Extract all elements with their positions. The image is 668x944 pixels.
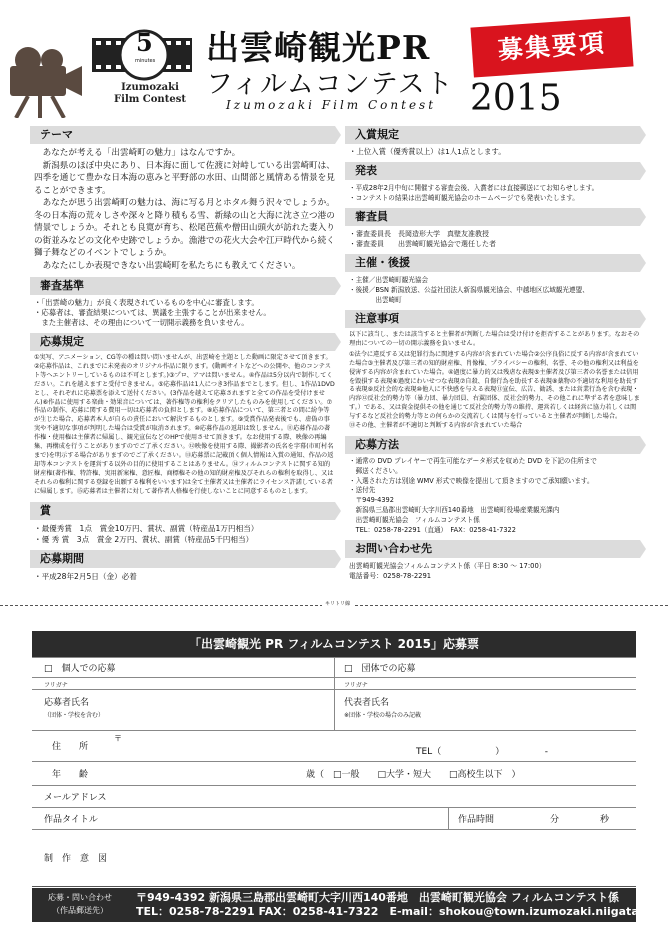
announce-text [345,183,640,203]
form-row-address [32,730,636,731]
organizer-line: 出雲崎町 [349,296,402,304]
prize-line: ・優 秀 賞 3点 賞金 2万円、賞状、副賞（特産品5千円相当） [34,534,254,544]
work-time-field[interactable]: 作品時間 [458,815,495,825]
section-heading-announce: 発表 [345,162,640,180]
judging-text [30,298,335,328]
notes-text [345,331,640,431]
age-field[interactable]: 年 齢 [52,770,89,780]
work-title-field[interactable]: 作品タイトル [44,815,98,825]
judging-line: また主催者は、その理由について一切開示義務を負いません。 [34,318,249,327]
logo-caption-line1: Izumozaki [121,82,179,93]
jury-line: ・審査委員 出雲崎町観光協会で選任した者 [349,240,496,248]
jury-line: ・審査委員長 長岡造形大学 真壁友准教授 [349,230,489,238]
prize-text [30,523,335,545]
section-heading-method: 応募方法 [345,436,640,454]
contact-text [345,561,640,581]
rules-paragraph: ①実写、アニメーション、CG等の種は問い問いませんが、出雲崎を主題とした動画に限定させて頂きます。②応募作品は、これまでに未発表のオリジナル作品に限ります。(動画サイトなどへの公開や、他のコンテスト等へエントリーしているものは不可とします。)③プロ、アマは問いません。④作品は5分以内で制作してください。これを越えますと受付できません。⑤応募作品は1人につき3作品までとします。但し、1作品1DVDとし、それぞれに応募票を添えて送付ください。(3作品を越えて応募されますと全ての作品を受付けません)⑥作品に使用する楽曲・効果音については、著作権等の権利をクリアしたものみを使用してください。⑦作品の制作、応募に関する費用一切は応募者の負担とします。⑧応募作品について、第三者との間に紛争等が生じた場合、応募者本人が自らの責任において解決するものとします。⑨受賞作品発表後でも、虚偽の事実や不適切な事項が判明した場合は受賞が取消されます。⑩応募作品の返却は致しません。⑪応募作品の著作権・使用権は主催者に帰属し、観光宣伝などのHPで使用させて頂きます。なお使用する際、映像の再編集、再構成を行うことがありますのでご了承ください。⑫映像を使用する際、撮影者の氏名を字幕(市町村名まで)を明示する場合がありますのでご了承ください。⑬応募票に記載頂く個人情報は入賞の通知、作品の返却等本コンテストを運営する以外の目的に使用することはありません。⑭フィルムコンテストに関する知的財産権(著作権、特許権、実用新案権、意匠権、商標権その他の知的財産権及びそれらの権利を取得し、又はそれらの権利に関する登録を出願する権利をいいます)は全て主催者又は主催者にライセンス許諾している者に帰属します。⑮応募者は主催者に対して著作者人格権を行使しないことに同意するものとします。 [34,354,335,495]
footer-label-line2: （作品郵送先） [52,906,108,915]
section-heading-contact: お問い合わせ先 [345,540,640,558]
organizer-line: ・後援／BSN 新潟放送、公益社団法人新潟県観光協会、中越地区広域観光連盟、 [349,286,589,294]
contest-logo [8,18,198,118]
right-column [345,126,640,581]
recruitment-badge: 募集要項 [470,16,633,77]
method-line: 〒949-4392 [349,496,394,505]
section-heading-organizer: 主催・後援 [345,254,640,272]
footer-address-line2[interactable]: TEL：0258-78-2291 FAX：0258-41-7322 E-mail：shokou@town.izumozaki.niigata.jp [136,905,655,918]
representative-name-note: ※団体・学校の場合のみ記載 [344,712,422,719]
section-heading-judging: 審査基準 [30,277,335,295]
second-label: 秒 [600,815,610,825]
furigana-label: フリガナ [344,682,368,689]
title-line2: フィルムコンテスト [206,69,454,100]
age-category[interactable]: 歳（ □一般 □大学・短大 □高校生以下 ） [306,770,521,780]
title-line1: 出雲崎観光PR [206,28,431,67]
form-row-age [32,761,636,762]
section-heading-prize: 賞 [30,502,335,520]
method-line: 新潟県三島郡出雲崎町大字川西140番地 出雲崎町役場産業観光課内 [349,505,560,514]
applicant-name-note: （団体・学校を含む） [44,712,105,719]
method-line: ・送付先 [349,486,376,495]
form-row-furigana [32,677,636,678]
logo-sub: minutes [135,58,156,64]
method-line: ・通常の DVD プレイヤーで再生可能なデータ形式を収めた DVD を下記の住所まで [349,456,597,465]
representative-name-field[interactable]: 代表者氏名 [344,698,390,708]
organizer-text [345,275,640,305]
method-line: 郵送ください。 [349,466,402,475]
group-checkbox[interactable]: □ 団体での応募 [344,664,416,674]
rules-text [30,354,335,497]
left-column [30,126,335,582]
contact-line: 出雲崎町観光協会フィルムコンテスト係（平日 8:30 ～ 17:00） [349,562,546,571]
minute-label: 分 [550,815,560,825]
footer-label [38,891,122,917]
section-heading-jury: 審査員 [345,208,640,226]
logo-number: 5 [136,28,153,57]
footer-address-line1: 〒949-4392 新潟県三島郡出雲崎町大字川西140番地 出雲崎町観光協会 フィルムコンテスト係 [136,891,619,904]
theme-paragraph: あなたが考える「出雲崎町の魅力」はなんですか。 [42,148,241,158]
production-intent-field[interactable]: 制 作 意 図 [44,854,108,864]
contact-line: 電話番号：0258-78-2291 [349,572,432,581]
furigana-label: フリガナ [44,682,68,689]
applicant-name-field[interactable]: 応募者氏名 [44,698,90,708]
form-row-name [32,689,636,690]
period-line: ・平成28年2月5日（金）必着 [34,571,137,581]
logo-caption-line2: Film Contest [114,94,186,105]
form-title: 「出雲崎観光 PR フィルムコンテスト 2015」応募票 [32,631,636,657]
notes-line: 以下に該当し、または該当すると主催者が判断した場合は受け付けを拒否することがあります。なおその理由についての一切の開示義務を負いません。 [349,331,640,347]
theme-paragraph: あなたが思う出雲崎町の魅力は、海に写る月とホタル舞う沢々でしょうか。冬の日本海の荒々しさや深々と降り積もる雪、新緑の山と大海に沈さ立つ港の情景でしょうか。それとも良寛が育ち、松尾芭蕉や僧田山頭火が訪れた妻入りの街並みなどの文化や史跡でしょうか。漁港での花火大会や江戸時代から続く獅子舞などのイベントでしょうか。 [34,198,335,258]
logo-caption [100,82,200,106]
section-heading-notes: 注意事項 [345,310,640,328]
individual-checkbox[interactable]: □ 個人での応募 [44,664,116,674]
cut-line-label: キリトリ線 [322,600,353,607]
judging-line: ・応募者は、審査結果については、異議を主張することが出来ません。 [34,308,271,317]
theme-paragraph: あなたにしか表現できない出雲崎町を私たちにも教えてください。 [42,260,301,271]
section-heading-period: 応募期間 [30,550,335,568]
announce-line: ・コンテストの結果は出雲崎町観光協会のホームページでも発表いたします。 [349,194,579,202]
theme-paragraph: 新潟県のほぼ中央にあり、日本海に面して佐渡に対峙している出雲崎町は、四季を通じて豊かな日本海の恵みと平野部の水田、山間部と風情ある情景を見ることができます。 [34,160,335,196]
tel-field[interactable]: TEL（ ） - [416,747,548,757]
address-field[interactable]: 住 所 [52,742,89,752]
organizer-line: ・主催／出雲崎町観光協会 [349,276,429,284]
method-line: ・入選された方は別途 WMV 形式で映像を提出して頂きますのでご承知願います。 [349,476,594,485]
section-heading-award: 入賞規定 [345,126,640,144]
jury-text [345,229,640,249]
form-row-email [32,785,636,786]
footer-address [136,891,655,919]
application-form [32,657,636,887]
prize-line: ・最優秀賞 1点 賞金10万円、賞状、副賞（特産品1万円相当） [34,523,259,533]
form-row-intent [32,829,636,830]
form-row-work-title [32,807,636,808]
notes-line: ⑬その他、主催者が不適切と判断する内容が含まれていた場合 [349,422,523,430]
email-field[interactable]: メールアドレス [44,793,107,803]
award-line: ・上位入賞（優秀賞以上）は1人1点とします。 [349,147,506,156]
method-line: 出雲崎町観光協会 フィルムコンテスト係 [349,515,480,524]
footer-label-line1: 応募・問い合わせ [48,893,112,902]
postal-mark: 〒 [114,734,122,743]
theme-text [30,147,335,272]
title-english: Izumozaki Film Contest [226,98,437,112]
method-text [345,457,640,535]
judging-line: ・「出雲崎の魅力」が良く表現されているものを中心に審査します。 [34,298,259,307]
contact-footer [32,888,655,922]
period-text [30,571,335,582]
method-line: TEL：0258-78-2291（直通） FAX：0258-41-7322 [349,525,516,534]
year: 2015 [470,78,562,119]
award-text [345,147,640,157]
announce-line: ・平成28年2月中旬に開催する審査会後、入賞者には直接郵送にてお知らせします。 [349,184,599,192]
section-heading-theme: テーマ [30,126,335,144]
notes-line: ①法令に違反する又は犯罪行為に関連する内容が含まれていた場合②公序良俗に反する内容が含まれていた場合③主催者及び第三者の知的財産権、肖像権、プライバシーの権利、名誉、その他の権利又は利益を侵害する内容が含まれていた場合。④過度に暴力的又は残虐な表現⑤主催者及び第三者の名誉または信用を毀損する表現⑥過度にわいせつな表現⑦自殺、自傷行為を助長する表現⑧薬物の不適切な利用を助長する表現⑨反社会的な表現⑩他人に不快感を与える表現⑪宣伝、広告、勧誘、または営業行為を含む表現・内容⑫反社会的勢力等（暴力団、暴力団員、右翼団体、反社会的勢力、その他これに準ずる者を意味します。）である、又は資金提供その他を通じて反社会的勢力等の維持、運営若しくは経営に協力若しくは関与するなど反社会的勢力等との何らかの交流若しくは関与を行っていると主催者が判断した場合。 [349,350,640,421]
section-heading-rules: 応募規定 [30,333,335,351]
